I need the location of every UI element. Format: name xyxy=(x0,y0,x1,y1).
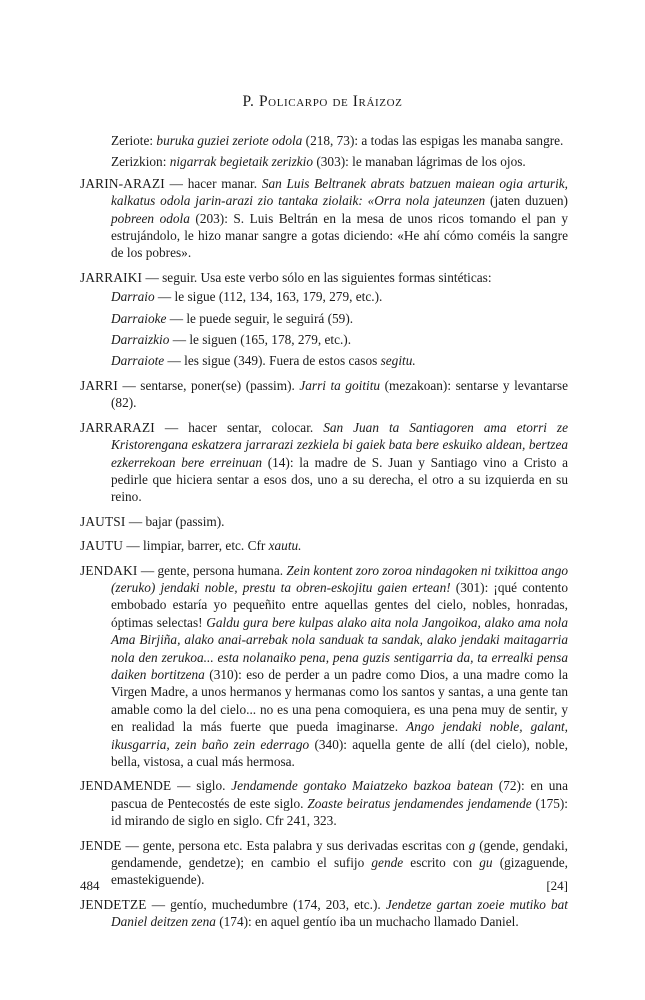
example-text: Darraizkio xyxy=(111,332,170,348)
example-text: Ango jendaki noble, galant, ikusgarria, zein baño zein ederrago xyxy=(111,719,568,752)
example-text: Jendamende gontako Maiatzeko bazkoa batean xyxy=(231,778,493,794)
headword: JARRI xyxy=(80,377,118,393)
headword: JARRARAZI xyxy=(80,419,155,435)
dictionary-body xyxy=(80,132,568,938)
headword: JENDAKI xyxy=(80,562,138,578)
entry-sub-line xyxy=(80,352,568,369)
headword: JARRAIKI xyxy=(80,269,143,285)
dictionary-entry xyxy=(80,377,568,412)
entry-text: (175): id mirando de siglo en siglo. Cfr 241, 323. xyxy=(111,795,568,829)
author-name: Policarpo de Iráizoz xyxy=(258,93,403,110)
dictionary-entry xyxy=(80,537,568,554)
entry-text: (14): la madre de S. Juan y Santiago vino a Cristo a pedirle que hiciera sentar a esos dos, uno a su derecha, el otro a su izquierda en su reino. xyxy=(111,454,568,505)
dictionary-entry xyxy=(80,837,568,889)
dictionary-entry xyxy=(80,777,568,829)
entry-text: — le siguen (165, 178, 279, etc.). xyxy=(169,332,352,348)
example-text: San Juan ta Santiagoren ama etorri ze Kristorengana eskatzera jarrarazi zezkiela bi gaiek bata bere eskuiko aldean, bertzea ezkerrekoan bere erreinuan xyxy=(111,419,568,470)
entry-sub-line xyxy=(80,288,568,305)
headword: JENDAMENDE xyxy=(80,778,172,794)
entry-sub-line xyxy=(80,153,568,170)
dictionary-entry xyxy=(80,513,568,530)
example-text: Jarri ta goititu xyxy=(299,377,381,393)
page-number: 484 xyxy=(80,878,100,893)
entry-text: — gentío, muchedumbre (174, 203, etc.). xyxy=(146,896,386,912)
entry-text: (mezakoan): sentarse y levantarse (82). xyxy=(111,377,568,411)
entry-text: (jaten duzuen) xyxy=(485,193,568,209)
entry-text: (218, 73): a todas las espigas les manaba sangre. xyxy=(302,133,564,148)
entry-text: Zeriote: xyxy=(111,133,157,148)
headword: JAUTU xyxy=(80,538,124,554)
example-text: Zein kontent zoro zoroa nindagoken ni txikittoa ango (zeruko) jendaki noble, prestu ta obren-eskojitu gaien ertean! xyxy=(111,562,568,595)
example-text: nigarrak begietaik zerizkio xyxy=(169,154,314,170)
entry-text: (301): ¡qué contento embobado estaría yo pequeñito entre aquellas gentes del cielo, nobles, honradas, óptimas selectas! xyxy=(111,579,568,630)
example-text: Zoaste beiratus jendamendes jendamende xyxy=(307,795,532,811)
author-initial: P. xyxy=(242,93,259,110)
example-text: gende xyxy=(371,855,404,871)
entry-text: — siglo. xyxy=(171,778,232,794)
headword: JENDETZE xyxy=(80,896,147,912)
headword: JAUTSI xyxy=(80,513,126,529)
dictionary-entry xyxy=(80,562,568,771)
entry-text: — les sigue (349). Fuera de estos casos xyxy=(164,353,381,369)
example-text: Darraioke xyxy=(111,310,167,326)
entry-text: (gizaguende, emastekiguende). xyxy=(111,855,568,888)
example-text: gu xyxy=(479,855,493,871)
entry-text: — gente, persona humana. xyxy=(137,562,287,578)
headword: JARIN-ARAZI xyxy=(80,175,165,191)
dictionary-entry xyxy=(80,419,568,506)
entry-text: — seguir. Usa este verbo sólo en las siguientes formas sintéticas: xyxy=(142,269,492,285)
entry-text: (303): le manaban lágrimas de los ojos. xyxy=(313,154,526,170)
entry-text: (72): en una pascua de Pentecostés de este siglo. xyxy=(111,778,568,811)
entry-text: (gende, gendaki, gendamende, gendetze); en cambio el sufijo xyxy=(111,837,568,871)
entry-text: — gente, persona etc. Esta palabra y sus derivadas escritas con xyxy=(121,837,469,853)
running-header xyxy=(0,93,645,111)
entry-text: — sentarse, poner(se) (passim). xyxy=(117,377,300,393)
example-text: segitu. xyxy=(380,353,416,369)
bracket-page-number: [24] xyxy=(546,878,568,893)
entry-text: — le puede seguir, le seguirá (59). xyxy=(166,310,354,326)
entry-text: — hacer manar. xyxy=(164,175,262,191)
entry-text: — bajar (passim). xyxy=(125,513,225,529)
example-text: xautu. xyxy=(268,538,302,554)
entry-text: (310): eso de perder a un padre como Dios, a una madre como la Virgen Madre, a unos hermanos y hermanas como los santos y santas, a una gente tan amable como la del cielo... no es una pena comoquiera, es una pena muy de sentir, y en realidad la más fuerte que pueda imaginarse. xyxy=(111,666,568,735)
dictionary-entry xyxy=(80,896,568,931)
example-text: buruka guziei zeriote odola xyxy=(156,133,303,148)
dictionary-entry xyxy=(80,175,568,262)
example-text: Darraiote xyxy=(111,353,165,369)
dictionary-entry xyxy=(80,269,568,286)
entry-text: (340): aquella gente de allí (del cielo), noble, bella, vistosa, a cual más hermosa. xyxy=(111,736,568,769)
entry-sub-line xyxy=(80,331,568,348)
example-text: Galdu gura bere kulpas alako aita nola Jangoikoa, alako ama nola Ama Birjiña, alako anai-arrebak nola sanduak ta sandak, alako jendaki maitagarria nola den zerukoa... esta nolanaiko pena, pena guzis sentigarria da, ta errealki pensa daiken bortitzena xyxy=(111,614,568,682)
example-text: g xyxy=(468,837,476,853)
entry-sub-line xyxy=(80,132,568,149)
example-text: Jendetze gartan zoeie mutiko bat Daniel deitzen zena xyxy=(111,896,568,930)
entry-text: — le sigue (112, 134, 163, 179, 279, etc.). xyxy=(154,289,383,305)
example-text: Darraio xyxy=(111,289,155,305)
entry-text: — hacer sentar, colocar. xyxy=(154,419,324,435)
entry-text: (203): S. Luis Beltrán en la mesa de unos ricos tomando el pan y estrujándolo, le hizo manar sangre a gotas diciendo: «He ahí cómo coméis la sangre de los pobres». xyxy=(111,210,568,261)
entry-text: Zerizkion: xyxy=(111,154,170,170)
entry-text: — limpiar, barrer, etc. Cfr xyxy=(123,538,269,554)
example-text: pobreen odola xyxy=(111,210,190,226)
example-text: San Luis Beltranek abrats batzuen maiean ogia arturik, kalkatus odola jarin-arazi zio tantaka ziolaik: «Orra nola jateunzen xyxy=(111,175,568,209)
headword: JENDE xyxy=(80,837,122,853)
entry-text: (174): en aquel gentío iba un muchacho llamado Daniel. xyxy=(215,914,519,930)
entry-text: escrito con xyxy=(403,855,480,871)
entry-sub-line xyxy=(80,310,568,327)
